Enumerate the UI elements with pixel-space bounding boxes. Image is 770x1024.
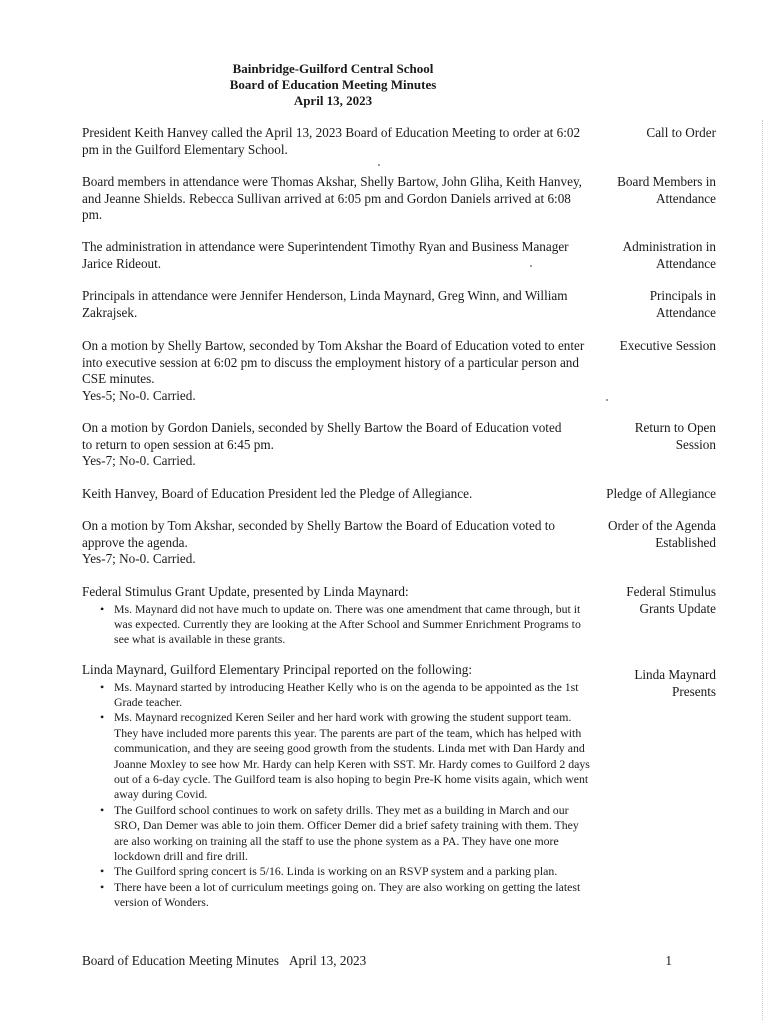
- minutes-item-administration: [82, 239, 732, 272]
- scan-edge-line: [762, 120, 764, 1020]
- scan-speck: [606, 399, 608, 401]
- vote-result: Yes-5; No-0. Carried.: [82, 387, 196, 403]
- side-heading: Order of the Agenda Established: [607, 518, 716, 550]
- item-text: On a motion by Gordon Daniels, seconded by Shelly Bartow the Board of Education voted to return to open session at 6:45 pm.: [82, 420, 562, 452]
- item-text: Principals in attendance were Jennifer Henderson, Linda Maynard, Greg Winn, and William Zakrajsek.: [82, 288, 568, 320]
- document-header: [0, 61, 666, 109]
- list-item: • Ms. Maynard did not have much to update on. There was one amendment that came through, but it was expected. Currently they are looking at the After School and Summer Enrichment Programs to see what is available in these grants.: [104, 602, 594, 648]
- list-item: • There have been a lot of curriculum meetings going on. They are also working on getting the latest version of Wonders.: [104, 880, 594, 911]
- minutes-item-executive-session: [82, 338, 732, 404]
- side-heading: Executive Session: [619, 338, 716, 353]
- footer-title: Board of Education Meeting Minutes: [82, 953, 280, 968]
- minutes-item-principals: [82, 288, 732, 321]
- item-text: The administration in attendance were Superintendent Timothy Ryan and Business Manager Jarice Rideout.: [82, 239, 569, 271]
- item-text: Federal Stimulus Grant Update, presented by Linda Maynard:: [82, 584, 409, 599]
- minutes-item-linda-maynard: [82, 662, 732, 911]
- page-number: 1: [665, 953, 672, 968]
- document-title: Board of Education Meeting Minutes: [229, 77, 437, 92]
- item-text: Board members in attendance were Thomas Akshar, Shelly Bartow, John Gliha, Keith Hanvey, and Jeanne Shields. Rebecca Sullivan arrived at 6:05 pm and Gordon Daniels arrived at 6:08 pm.: [82, 174, 582, 222]
- minutes-item-agenda: [82, 518, 732, 568]
- list-item: • Ms. Maynard started by introducing Heather Kelly who is on the agenda to be appointed as the 1st Grade teacher.: [104, 680, 594, 711]
- scan-speck: [530, 265, 532, 267]
- side-heading: Pledge of Allegiance: [606, 486, 716, 501]
- minutes-item-board-members: [82, 174, 732, 224]
- footer-date: April 13, 2023: [288, 953, 367, 968]
- meeting-date: April 13, 2023: [293, 93, 373, 108]
- minutes-item-federal-stimulus: [82, 584, 732, 648]
- side-heading: Return to Open Session: [634, 420, 716, 452]
- bullet-list: [82, 680, 594, 911]
- item-text: President Keith Hanvey called the April 13, 2023 Board of Education Meeting to order at 6:02 pm in the Guilford Elementary School.: [82, 125, 581, 157]
- side-heading: Administration in Attendance: [622, 239, 716, 271]
- item-text: Keith Hanvey, Board of Education President led the Pledge of Allegiance.: [82, 486, 473, 501]
- side-heading: Board Members in Attendance: [617, 174, 716, 206]
- school-name: Bainbridge-Guilford Central School: [232, 61, 434, 76]
- side-heading: Principals in Attendance: [649, 288, 716, 320]
- list-item: • The Guilford spring concert is 5/16. Linda is working on an RSVP system and a parking plan.: [104, 864, 594, 879]
- page-footer: [82, 953, 672, 969]
- side-heading: Call to Order: [646, 125, 716, 140]
- list-item: • Ms. Maynard recognized Keren Seiler and her hard work with growing the student support team. They have included more parents this year. The parents are part of the team, which has helped with communication, and they are seeing good growth from the students. Linda met with Dan Hardy and Joanne Moxley to see how Mr. Hardy can help Keren with SST. Mr. Hardy comes to Guilford 2 days out of a 6-day cycle. The Guilford team is also hoping to begin Pre-K home visits again, which went away during Covid.: [104, 710, 594, 802]
- bullet-list: [82, 602, 594, 648]
- minutes-item-pledge: [82, 486, 732, 503]
- side-heading: Federal Stimulus Grants Update: [626, 584, 716, 616]
- item-text: Linda Maynard, Guilford Elementary Principal reported on the following:: [82, 662, 473, 677]
- scan-speck: [378, 164, 380, 166]
- minutes-item-call-to-order: [82, 125, 732, 158]
- item-text: On a motion by Shelly Bartow, seconded by Tom Akshar the Board of Education voted to enter into executive session at 6:02 pm to discuss the employment history of a particular person and CSE minutes.: [82, 338, 585, 386]
- list-item: • The Guilford school continues to work on safety drills. They met as a building in March and our SRO, Dan Demer was able to join them. Officer Demer did a brief safety training with them. They are also working on training all the staff to use the phone system as a PA. They have one more lockdown drill and fire drill.: [104, 803, 594, 865]
- side-heading: Linda Maynard Presents: [634, 667, 716, 699]
- minutes-item-return-open-session: [82, 420, 732, 470]
- vote-result: Yes-7; No-0. Carried.: [82, 453, 196, 468]
- vote-result: Yes-7; No-0. Carried.: [82, 551, 196, 566]
- item-text: On a motion by Tom Akshar, seconded by Shelly Bartow the Board of Education voted to approve the agenda.: [82, 518, 555, 550]
